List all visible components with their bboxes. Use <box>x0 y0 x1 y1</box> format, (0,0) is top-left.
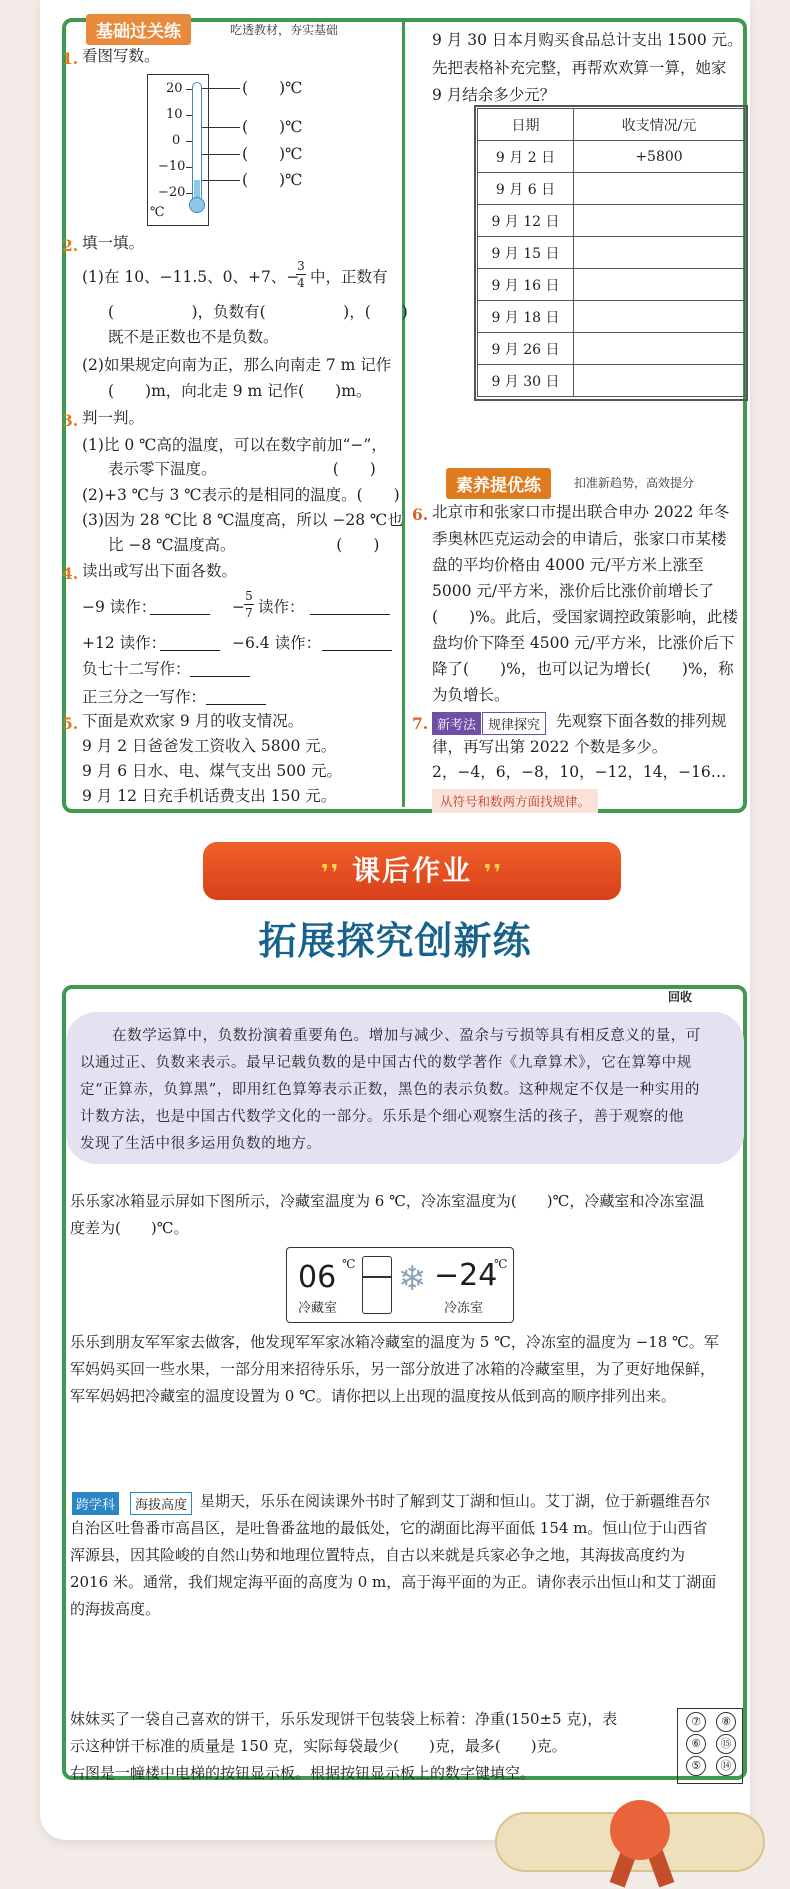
question-line: 中，正数有 <box>310 268 388 286</box>
question-line: 既不是正数也不是负数。 <box>108 328 279 346</box>
table-cell-amount[interactable]: +5800 <box>574 141 745 173</box>
question-line: (2)如果规定向南为正，那么向南走 7 m 记作 <box>82 356 392 374</box>
table-cell-date: 9 月 6 日 <box>478 173 574 205</box>
table-cell-amount[interactable] <box>574 205 745 237</box>
question-text: 下面是欢欢家 9 月的收支情况。 <box>82 712 304 730</box>
fridge-right-value: −24 <box>434 1258 498 1293</box>
income-table <box>477 108 745 397</box>
intro-line: 在数学运算中，负数扮演着重要角色。增加与减少、盈余与亏损等具有相反意义的量，可 <box>112 1028 701 1044</box>
question-number: 6. <box>412 505 429 524</box>
question-line: 为负增长。 <box>432 686 510 704</box>
tag-cross-subject: 跨学科 <box>72 1492 119 1515</box>
banner-label: 课后作业 <box>351 854 472 887</box>
question-line: 浑源县，因其险峻的自然山势和地理位置特点，自古以来就是兵家必争之地，其海拔高度约为 <box>70 1546 686 1564</box>
section-title-advanced: 素养提优练 <box>446 468 551 499</box>
answer-line[interactable] <box>150 614 210 615</box>
question-line: 乐乐到朋友军军家去做客，他发现军军家冰箱冷藏室的温度为 5 ℃，冷冻室的温度为 −18 ℃。军 <box>70 1333 719 1351</box>
question-text: 读出或写出下面各数。 <box>82 562 238 580</box>
number-sequence: 2，−4，6，−8，10，−12，14，−16… <box>432 763 727 781</box>
table-row <box>478 205 745 237</box>
table-cell-amount[interactable] <box>574 333 745 365</box>
question-line: 比 −8 ℃温度高。 ( ) <box>108 536 380 554</box>
fridge-left-label: 冷藏室 <box>298 1301 338 1316</box>
intro-line: 以通过正、负数来表示。最早记载负数的是中国古代的数学著作《九章算术》，它在算筹中规 <box>80 1055 692 1071</box>
question-line: 乐乐家冰箱显示屏如下图所示，冷藏室温度为 6 ℃，冷冻室温度为( )℃，冷藏室和冷冻室温 <box>70 1192 705 1210</box>
read-item: 负七十二写作： <box>82 660 191 678</box>
fridge-icon <box>362 1256 392 1314</box>
column-divider <box>402 22 405 807</box>
table-header-row <box>478 109 745 141</box>
question-line: 示这种饼干标准的质量是 150 克，实际每袋最少( )克，最多( )克。 <box>70 1737 567 1755</box>
table-cell-amount[interactable] <box>574 301 745 333</box>
question-line: 军妈妈买回一些水果，一部分用来招待乐乐，另一部分放进了冰箱的冷藏室里，为了更好地保鲜， <box>70 1360 716 1378</box>
question-line: 的海拔高度。 <box>70 1600 161 1618</box>
table-cell-date: 9 月 12 日 <box>478 205 574 237</box>
hint-box: 从符号和数两方面找规律。 <box>432 789 598 813</box>
table-row <box>478 365 745 397</box>
question-line: 9 月 12 日充手机话费支出 150 元。 <box>82 787 337 805</box>
question-number: 2. <box>62 236 79 255</box>
question-line: 9 月 6 日水、电、煤气支出 500 元。 <box>82 762 342 780</box>
question-line: 妹妹买了一袋自己喜欢的饼干，乐乐发现饼干包装袋上标着：净重(150±5 克)，表 <box>70 1710 618 1728</box>
answer-line[interactable] <box>160 650 220 651</box>
read-item: 正三分之一写作： <box>82 688 207 706</box>
question-line: 先把表格补充完整，再帮欢欢算一算，她家 <box>432 59 727 77</box>
fridge-icon-divider <box>362 1276 392 1278</box>
section-subtitle-advanced: 扣准新趋势，高效提分 <box>574 476 695 490</box>
question-line: (2)+3 ℃与 3 ℃表示的是相同的温度。( ) <box>82 486 400 504</box>
elevator-button[interactable]: ⑧ <box>716 1712 736 1732</box>
table-cell-date: 9 月 26 日 <box>478 333 574 365</box>
snowflake-icon: ❄ <box>398 1259 427 1299</box>
quote-mark: ❜❜ <box>483 861 504 886</box>
table-row <box>478 173 745 205</box>
quote-mark: ❜❜ <box>320 861 341 886</box>
question-line: 度差为( )℃。 <box>70 1219 189 1237</box>
tick-label: −10 <box>158 159 186 174</box>
intro-line: 计数方法，也是中国古代数学文化的一部分。乐乐是个细心观察生活的孩子，善于观察的他 <box>80 1109 684 1125</box>
question-number: 1. <box>62 49 79 68</box>
question-line: 9 月 30 日本月购买食品总计支出 1500 元。 <box>432 31 743 49</box>
question-number: 5. <box>62 714 79 733</box>
question-line: ( )m，向北走 9 m 记作( )m。 <box>108 382 372 400</box>
section-subtitle-basic: 吃透教材，夯实基础 <box>230 23 339 37</box>
answer-line[interactable] <box>322 650 392 651</box>
tick-label: 20 <box>166 81 183 96</box>
intro-line: 发现了生活中很多运用负数的地方。 <box>80 1136 322 1152</box>
bow-decoration <box>610 1800 670 1860</box>
question-line: 北京市和张家口市提出联合申办 2022 年冬 <box>432 503 730 521</box>
elevator-button[interactable]: ⑥ <box>686 1734 706 1754</box>
answer-blank[interactable]: ( )℃ <box>242 171 303 189</box>
elevator-button[interactable]: ⑤ <box>686 1756 706 1776</box>
unit-label: ℃ <box>150 205 165 220</box>
read-item: −9 读作： <box>82 598 157 616</box>
table-cell-date: 9 月 16 日 <box>478 269 574 301</box>
read-item: 读作： <box>258 598 305 616</box>
answer-line[interactable] <box>206 704 266 705</box>
answer-blank[interactable]: ( )℃ <box>242 79 303 97</box>
homework-banner <box>203 842 621 900</box>
elevator-button[interactable]: ⑮ <box>716 1734 736 1754</box>
table-cell-amount[interactable] <box>574 237 745 269</box>
question-text: 判一判。 <box>82 409 145 427</box>
table-cell-amount[interactable] <box>574 269 745 301</box>
table-row <box>478 141 745 173</box>
table-cell-date: 9 月 15 日 <box>478 237 574 269</box>
elevator-button[interactable]: ⑦ <box>686 1712 706 1732</box>
section-title-basic: 基础过关练 <box>86 14 191 45</box>
question-line: 自治区吐鲁番市高昌区，是吐鲁番盆地的最低处，它的湖面比海平面低 154 m。恒山位于山西省 <box>70 1519 708 1537</box>
answer-blank[interactable]: ( )℃ <box>242 145 303 163</box>
question-line: 表示零下温度。 ( ) <box>108 460 376 478</box>
thermometer-bulb <box>189 197 205 213</box>
question-line: ( )，负数有( )，( ) <box>108 303 408 321</box>
tick-label: 10 <box>166 107 183 122</box>
table-cell-amount[interactable] <box>574 365 745 397</box>
table-header: 日期 <box>478 109 574 141</box>
fridge-right-label: 冷冻室 <box>444 1301 484 1316</box>
answer-line[interactable] <box>190 676 250 677</box>
question-line: 降了( )%，也可以记为增长( )%，称 <box>432 660 734 678</box>
question-number: 3. <box>62 411 79 430</box>
answer-blank[interactable]: ( )℃ <box>242 118 303 136</box>
read-item: +12 读作： <box>82 634 167 652</box>
page-title: 拓展探究创新练 <box>258 919 532 963</box>
table-row <box>478 237 745 269</box>
question-line: 季奥林匹克运动会的申请后，张家口市某楼 <box>432 530 727 548</box>
fraction: 5 7 <box>245 589 253 620</box>
tick-label: −20 <box>158 185 186 200</box>
question-text: 填一填。 <box>82 234 145 252</box>
question-number: 7. <box>412 714 429 733</box>
answer-line[interactable] <box>310 614 390 615</box>
corner-note: 回收 <box>668 990 693 1004</box>
question-line: 先观察下面各数的排列规 <box>556 712 727 730</box>
question-line: 律，再写出第 2022 个数是多少。 <box>432 738 668 756</box>
fridge-left-value: 06 <box>298 1260 337 1295</box>
table-row <box>478 269 745 301</box>
question-line: (1)比 0 ℃高的温度，可以在数字前加“−”， <box>82 436 387 454</box>
question-text: 看图写数。 <box>82 47 160 65</box>
tag-altitude: 海拔高度 <box>130 1492 192 1515</box>
question-number: 4. <box>62 564 79 583</box>
question-line: 9 月 2 日爸爸发工资收入 5800 元。 <box>82 737 337 755</box>
question-line: ( )%。此后，受国家调控政策影响，此楼 <box>432 608 738 626</box>
fraction: 3 4 <box>297 259 305 290</box>
question-line: 盘的平均价格由 4000 元/平方米上涨至 <box>432 556 704 574</box>
read-item: −6.4 读作： <box>232 634 322 652</box>
question-line: 军军妈妈把冷藏室的温度设置为 0 ℃。请你把以上出现的温度按从低到高的顺序排列出来。 <box>70 1387 676 1405</box>
intro-line: 定“正算赤，负算黑”，即用红色算筹表示正数，黑色的表示负数。这种规定不仅是一种实用的 <box>80 1082 701 1098</box>
table-row <box>478 333 745 365</box>
question-line: 右图是一幢楼中电梯的按钮显示板。根据按钮显示板上的数字键填空。 <box>70 1764 536 1782</box>
elevator-button[interactable]: ⑭ <box>716 1756 736 1776</box>
question-line: 5000 元/平方米，涨价后比涨价前增长了 <box>432 582 715 600</box>
table-row <box>478 301 745 333</box>
table-header: 收支情况/元 <box>574 109 745 141</box>
question-line: 星期天，乐乐在阅读课外书时了解到艾丁湖和恒山。艾丁湖，位于新疆维吾尔 <box>200 1492 711 1510</box>
read-item-sign: − <box>232 598 245 616</box>
table-cell-date: 9 月 30 日 <box>478 365 574 397</box>
fridge-right-unit: ℃ <box>494 1257 508 1271</box>
fridge-left-unit: ℃ <box>342 1257 356 1271</box>
tag-new-method: 新考法 <box>432 712 481 735</box>
question-line: (3)因为 28 ℃比 8 ℃温度高，所以 −28 ℃也 <box>82 511 403 529</box>
tick-label: 0 <box>172 133 181 148</box>
question-line: (1)在 10、−11.5、0、+7、− <box>82 268 300 286</box>
question-line: 盘均价下降至 4500 元/平方米，比涨价后下 <box>432 634 735 652</box>
question-line: 2016 米。通常，我们规定海平面的高度为 0 m，高于海平面的为正。请你表示出恒山和艾丁湖面 <box>70 1573 717 1591</box>
table-cell-date: 9 月 18 日 <box>478 301 574 333</box>
tag-pattern: 规律探究 <box>482 712 546 735</box>
question-line: 9 月结余多少元？ <box>432 86 556 104</box>
table-cell-amount[interactable] <box>574 173 745 205</box>
table-cell-date: 9 月 2 日 <box>478 141 574 173</box>
